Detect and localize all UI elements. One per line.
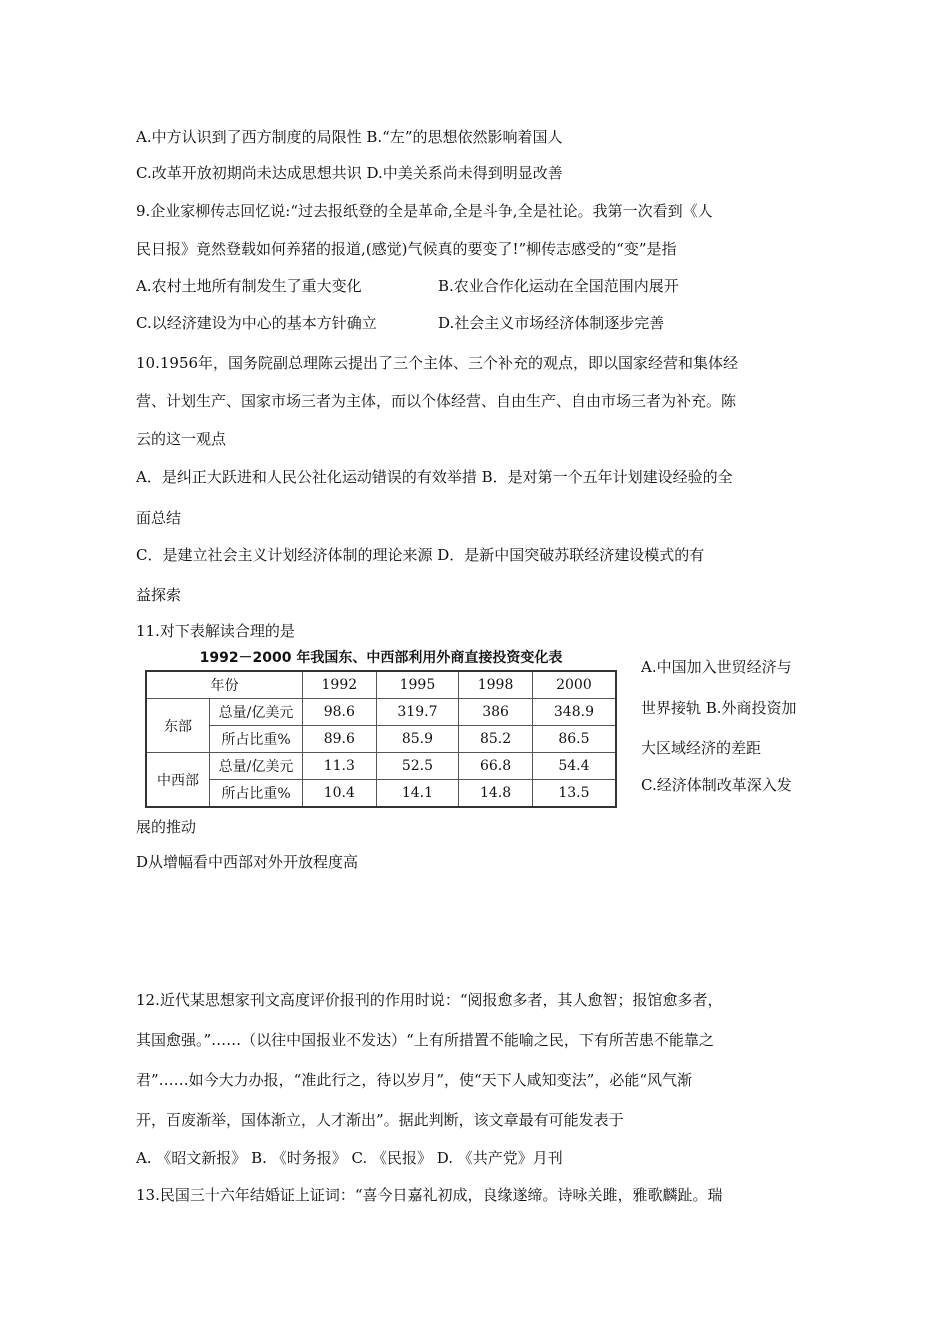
- q12-stem-line1: 12.近代某思想家刊文高度评价报刊的作用时说：“阅报愈多者，其人愈智；报馆愈多者，: [136, 991, 723, 1009]
- value-cell: 348.9: [532, 699, 616, 726]
- value-cell: 14.8: [459, 780, 533, 808]
- q12-options: A. 《昭文新报》 B. 《时务报》 C. 《民报》 D. 《共产党》月刊: [136, 1149, 563, 1167]
- value-cell: 66.8: [459, 753, 533, 780]
- value-cell: 54.4: [532, 753, 616, 780]
- value-cell: 10.4: [303, 780, 377, 808]
- value-cell: 86.5: [532, 726, 616, 753]
- table-row: [146, 753, 616, 780]
- q9-option-d: D.社会主义市场经济体制逐步完善: [438, 314, 665, 332]
- q8-options-ab: A.中方认识到了西方制度的局限性 B.“左”的思想依然影响着国人: [136, 128, 563, 146]
- q11-side-line3: 大区域经济的差距: [641, 739, 762, 757]
- q10-stem-line3: 云的这一观点: [136, 430, 227, 448]
- table-header-row: [146, 671, 616, 699]
- table-row: [146, 780, 616, 808]
- row-label-cell: 总量/亿美元: [210, 753, 303, 780]
- value-cell: 14.1: [376, 780, 459, 808]
- data-table: [145, 670, 617, 808]
- q11-option-d: D从增幅看中西部对外开放程度高: [136, 853, 359, 871]
- value-cell: 386: [459, 699, 533, 726]
- q10-options-ab: A．是纠正大跃进和人民公社化运动错误的有效举措 B．是对第一个五年计划建设经验的全: [136, 468, 733, 486]
- header-cell: 1992: [303, 671, 377, 699]
- table-row: [146, 699, 616, 726]
- header-cell: 1995: [376, 671, 459, 699]
- value-cell: 319.7: [376, 699, 459, 726]
- q9-option-a: A.农村土地所有制发生了重大变化: [136, 277, 362, 295]
- row-label-cell: 所占比重%: [210, 780, 303, 808]
- q10-options-cd: C．是建立社会主义计划经济体制的理论来源 D．是新中国突破苏联经济建设模式的有: [136, 546, 705, 564]
- fdi-table: [145, 648, 617, 808]
- header-cell: 年份: [146, 671, 303, 699]
- q13-stem-line1: 13.民国三十六年结婚证上证词：“喜今日嘉礼初成，良缘遂缔。诗咏关雎，雅歌麟趾。瑞: [136, 1186, 723, 1204]
- q12-stem-line3: 君”……如今大力办报，“准此行之，待以岁月”，使“天下人咸知变法”，必能“风气渐: [136, 1071, 693, 1089]
- q9-stem-line1: 9.企业家柳传志回忆说:“过去报纸登的全是革命,全是斗争,全是社论。我第一次看到《人: [136, 202, 713, 220]
- q8-options-cd: C.改革开放初期尚未达成思想共识 D.中美关系尚未得到明显改善: [136, 164, 563, 182]
- q9-stem-line2: 民日报》竟然登载如何养猪的报道,(感觉)气候真的要变了!”柳传志感受的“变”是指: [136, 240, 677, 258]
- value-cell: 85.2: [459, 726, 533, 753]
- value-cell: 89.6: [303, 726, 377, 753]
- table-row: [146, 726, 616, 753]
- row-label-cell: 总量/亿美元: [210, 699, 303, 726]
- q10-options-ab-cont: 面总结: [136, 509, 182, 527]
- q11-side-line4: C.经济体制改革深入发: [641, 776, 792, 794]
- value-cell: 85.9: [376, 726, 459, 753]
- q10-stem-line1: 10.1956年，国务院副总理陈云提出了三个主体、三个补充的观点，即以国家经营和集体经: [136, 354, 739, 372]
- region-cell: 中西部: [146, 753, 210, 808]
- q12-stem-line2: 其国愈强。”……（以往中国报业不发达）“上有所措置不能喻之民，下有所苦患不能靠之: [136, 1031, 714, 1049]
- row-label-cell: 所占比重%: [210, 726, 303, 753]
- value-cell: 13.5: [532, 780, 616, 808]
- q10-stem-line2: 营、计划生产、国家市场三者为主体，而以个体经营、自由生产、自由市场三者为补充。陈: [136, 392, 737, 410]
- table-title: 1992－2000 年我国东、中西部利用外商直接投资变化表: [199, 650, 563, 666]
- q11-stem: 11.对下表解读合理的是: [136, 622, 295, 640]
- q9-option-c: C.以经济建设为中心的基本方针确立: [136, 314, 377, 332]
- region-cell: 东部: [146, 699, 210, 753]
- q11-side-line2: 世界接轨 B.外商投资加: [641, 699, 797, 717]
- header-cell: 1998: [459, 671, 533, 699]
- value-cell: 98.6: [303, 699, 377, 726]
- q10-options-cd-cont: 益探索: [136, 586, 182, 604]
- header-cell: 2000: [532, 671, 616, 699]
- q12-stem-line4: 开，百废渐举，国体渐立，人才渐出”。据此判断，该文章最有可能发表于: [136, 1111, 624, 1129]
- value-cell: 11.3: [303, 753, 377, 780]
- value-cell: 52.5: [376, 753, 459, 780]
- q11-option-c-cont: 展的推动: [136, 818, 197, 836]
- q11-side-line1: A.中国加入世贸经济与: [641, 658, 792, 676]
- q9-option-b: B.农业合作化运动在全国范围内展开: [438, 277, 679, 295]
